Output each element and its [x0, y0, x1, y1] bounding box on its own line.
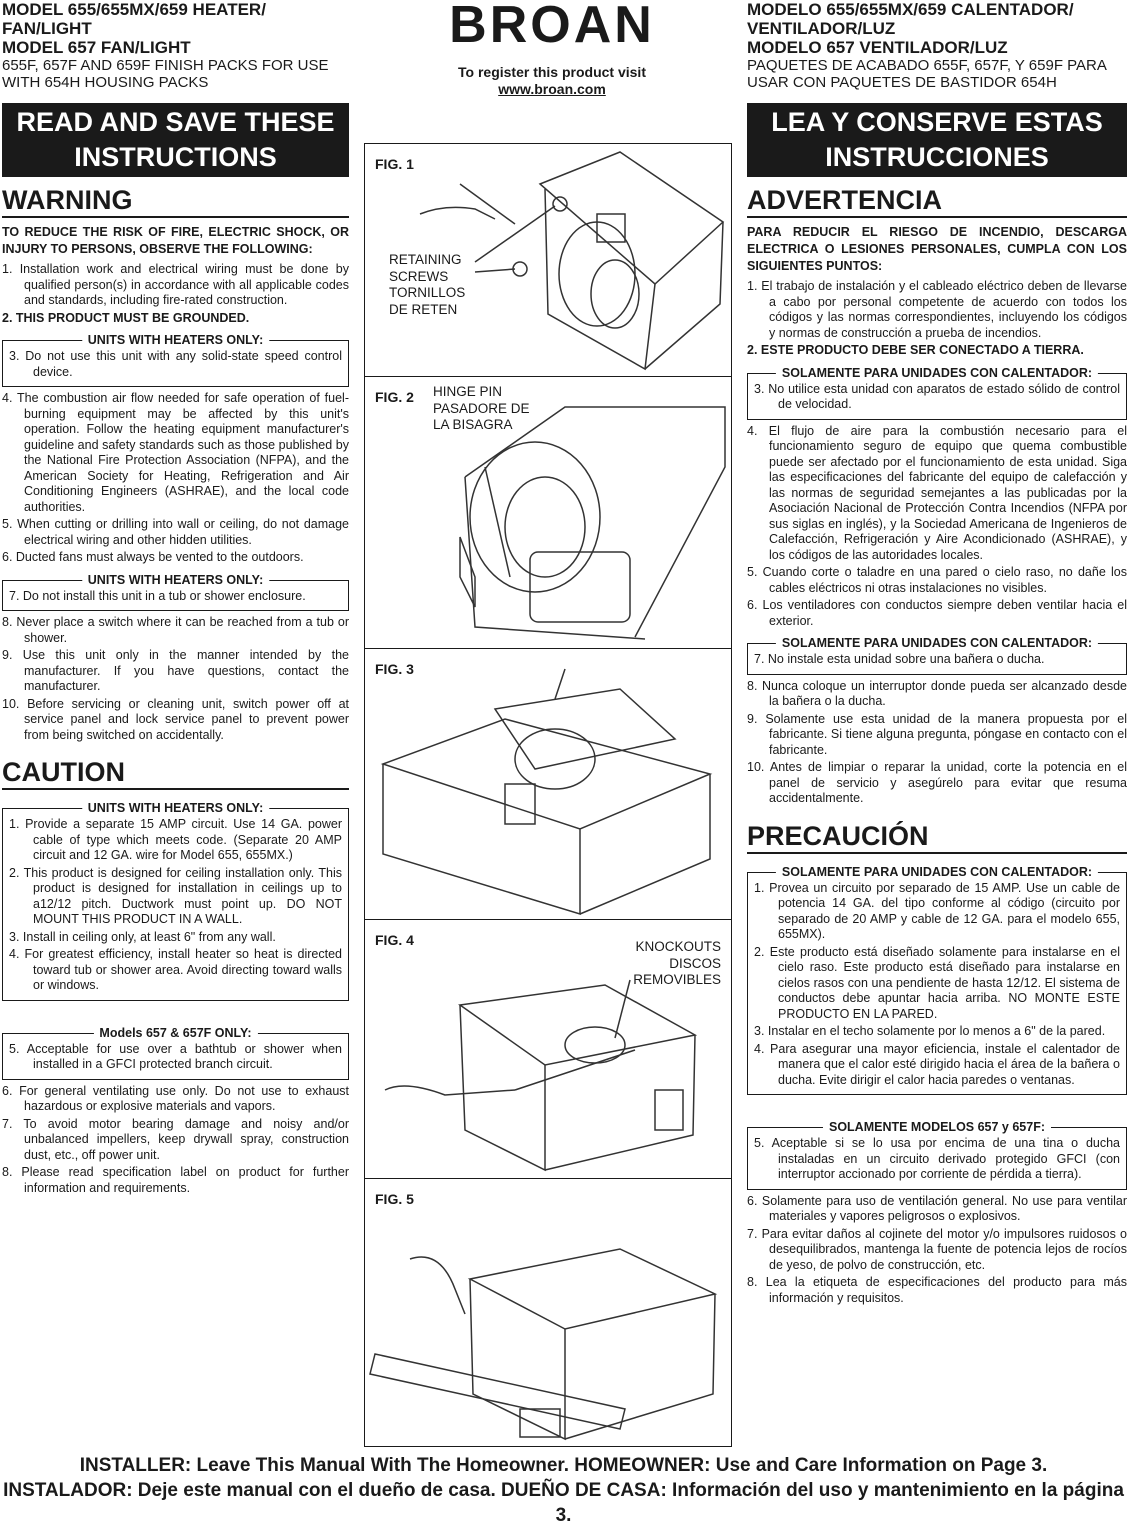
model-title-1: MODELO 655/655MX/659 CALENTADOR/ VENTILADOR/LUZ — [747, 0, 1074, 38]
warning-list-b — [2, 391, 349, 566]
fig-4-caption — [633, 939, 721, 989]
models-657-title: SOLAMENTE MODELOS 657 y 657F: — [823, 1119, 1051, 1135]
fig-2 — [365, 376, 731, 648]
list-item: 8. Nunca coloque un interruptor donde pueda ser alcanzado desde la bañera o la ducha. — [747, 678, 1127, 708]
list-item: 5. Aceptable si se lo usa por encima de una tina o ducha instaladas en un circuito derivado protegido GFCI (con interruptor accionado por corriente de pérdida a tierra). — [754, 1136, 1120, 1181]
register-text — [420, 64, 684, 98]
caution-list-rest — [747, 1194, 1127, 1307]
list-item: 1. Installation work and electrical wiring must be done by qualified person(s) in accordance with all applicable codes and standards, including fire-rated construction. — [2, 262, 349, 307]
register-link[interactable]: www.broan.com — [498, 81, 606, 97]
caption-line: HINGE PIN — [433, 384, 503, 399]
caution-heater-box — [747, 864, 1127, 1096]
caution-heading: PRECAUCIÓN — [747, 821, 1127, 854]
heater-only-title: SOLAMENTE PARA UNIDADES CON CALENTADOR: — [776, 365, 1098, 381]
footer-line-spanish: INSTALADOR: Deje este manual con el dueño de casa. DUEÑO DE CASA: Información del uso y mantenimiento en la página 3. — [3, 1480, 1124, 1526]
read-save-banner: READ AND SAVE THESE INSTRUCTIONS — [2, 103, 349, 177]
list-item: 10. Before servicing or cleaning unit, switch power off at service panel and lock service panel to prevent power from being switched on accidentally. — [2, 696, 349, 742]
models-657-title: Models 657 & 657F ONLY: — [93, 1025, 257, 1041]
caption-line: RETAINING — [389, 252, 462, 267]
fig-1-label: FIG. 1 — [375, 156, 414, 172]
caption-line: DE RETEN — [389, 301, 458, 317]
list-item: 7. No instale esta unidad sobre una bañera o ducha. — [754, 652, 1045, 666]
list-item: 4. El flujo de aire para la combustión necesario para el funcionamiento seguro de equipo que quema combustible puede ser afectado por el funcionamiento de esta unidad. Siga las especificaciones del fabricante del equipo de calefacción y las normas de seguridad semejantes a las publicadas por la Asociación Nacional de Protección Contra Incendios (NFPA por sus siglas en inglés), y la Sociedad Americana de Ingenieros de Calefacción, Refrigeración y Aire Acondicionado (ASHRAE), y los códigos de las autoridades locales. — [747, 423, 1127, 562]
models-657-box — [747, 1120, 1127, 1190]
warning-list-c — [2, 615, 349, 743]
caution-heater-box — [2, 801, 349, 1001]
caption-line: REMOVIBLES — [633, 972, 721, 987]
list-item: 2. THIS PRODUCT MUST BE GROUNDED. — [2, 310, 250, 325]
heater-only-title: UNITS WITH HEATERS ONLY: — [82, 800, 269, 816]
heater-only-box-2 — [747, 636, 1127, 675]
caption-line: TORNILLOS — [389, 285, 466, 300]
model-title-2: MODEL 657 FAN/LIGHT — [2, 38, 191, 57]
caution-heading: CAUTION — [2, 757, 349, 790]
warning-list-c — [747, 679, 1127, 807]
warning-list-a — [2, 262, 349, 326]
list-item: 5. Acceptable for use over a bathtub or shower when installed in a GFCI protected branch circuit. — [9, 1041, 342, 1071]
list-item: 4. The combustion air flow needed for safe operation of fuel-burning equipment may be affected by this unit's operation. Follow the heating equipment manufacturer's guideline and safety standards such as those published by the National Fire Protection Association (NFPA), and the American Society for Heating, Refrigeration and Air Conditioning Engineers (ASHRAE), and the local code authorities. — [2, 391, 349, 514]
heater-only-title: UNITS WITH HEATERS ONLY: — [82, 572, 269, 588]
finish-packs-text: 655F, 657F AND 659F FINISH PACKS FOR USE WITH 654H HOUSING PACKS — [2, 57, 329, 91]
fig-3-label: FIG. 3 — [375, 661, 414, 677]
heater-only-box — [2, 333, 349, 387]
read-save-banner: LEA Y CONSERVE ESTAS INSTRUCCIONES — [747, 103, 1127, 177]
spanish-column — [747, 0, 1127, 1308]
english-column — [2, 0, 349, 1198]
broan-logo: BROAN — [449, 0, 655, 54]
fig-5-drawing — [365, 1179, 731, 1446]
heater-only-box-2 — [2, 572, 349, 612]
list-item: 2. Este producto está diseñado solamente para instalarse en el cielo raso. Este producto está diseñado para instalarse en cielos rasos con una pendiente de hasta 12/12. El sistema de conductos debe apuntar hacia arriba. NO MONTE ESTE PRODUCTO EN LA PARED. — [754, 944, 1120, 1021]
list-item: 7. Do not install this unit in a tub or shower enclosure. — [9, 588, 306, 603]
caption-line: SCREWS — [389, 268, 449, 284]
warning-heading: ADVERTENCIA — [747, 185, 1127, 218]
fig-5-label: FIG. 5 — [375, 1191, 414, 1207]
fig-3-drawing — [365, 649, 731, 919]
list-item: 3. Instalar en el techo solamente por lo menos a 6" de la pared. — [754, 1024, 1106, 1038]
heater-only-title: UNITS WITH HEATERS ONLY: — [82, 332, 269, 348]
list-item: 3. No utilice esta unidad con aparatos de estado sólido de control de velocidad. — [754, 381, 1120, 411]
heater-only-title: SOLAMENTE PARA UNIDADES CON CALENTADOR: — [776, 635, 1098, 651]
caption-line: KNOCKOUTS — [635, 939, 721, 954]
list-item: 9. Use this unit only in the manner intended by the manufacturer. If you have questions, contact the manufacturer. — [2, 648, 349, 693]
fig-2-label: FIG. 2 — [375, 389, 414, 405]
list-item: 10. Antes de limpiar o reparar la unidad, corte la potencia en el panel de servicio y asegúrelo para evitar que resuma accidentalmente. — [747, 760, 1127, 805]
list-item: 5. Cuando corte o taladre en una pared o cielo raso, no dañe los cables eléctricos ni otras instalaciones no visibles. — [747, 565, 1127, 595]
warning-lead: TO REDUCE THE RISK OF FIRE, ELECTRIC SHOCK, OR INJURY TO PERSONS, OBSERVE THE FOLLOWING: — [2, 225, 349, 256]
list-item: 7. Para evitar daños al cojinete del motor y/o impulsores ruidosos o desequilibrados, mantenga la fuente de potencia lejos de rocíos de yeso, de polvo de construcción, etc. — [747, 1226, 1127, 1272]
heater-only-title: SOLAMENTE PARA UNIDADES CON CALENTADOR: — [776, 864, 1098, 880]
list-item: 6. Solamente para uso de ventilación general. No use para ventilar materiales y vapores peligrosos o explosivos. — [747, 1193, 1127, 1223]
list-item: 1. Provea un circuito por separado de 15 AMP. Use un cable de potencia 14 GA. del tipo conforme al código (circuito por separado de 20 AMP y cable de 12 GA. para el modelo 655, 655MX). — [754, 880, 1120, 941]
list-item: 6. Ducted fans must always be vented to the outdoors. — [2, 550, 304, 564]
model-title-2: MODELO 657 VENTILADOR/LUZ — [747, 38, 1008, 57]
register-line: To register this product visit — [458, 64, 646, 80]
finish-packs-text: PAQUETES DE ACABADO 655F, 657F, Y 659F PARA USAR CON PAQUETES DE BASTIDOR 654H — [747, 57, 1107, 91]
list-item: 3. Do not use this unit with any solid-state speed control device. — [9, 349, 342, 379]
list-item: 2. This product is designed for ceiling installation only. This product is designed for installation in ceilings up to a12/12 pitch. Ductwork must point up. DO NOT MOUNT THIS PRODUCT IN A WALL. — [9, 865, 342, 926]
footer — [0, 1453, 1127, 1528]
list-item: 2. ESTE PRODUCTO DEBE SER CONECTADO A TIERRA. — [747, 343, 1084, 357]
warning-list-a — [747, 279, 1127, 359]
list-item: 6. Los ventiladores con conductos siempre deben ventilar hacia el exterior. — [747, 598, 1127, 628]
warning-lead: PARA REDUCIR EL RIESGO DE INCENDIO, DESCARGA ELECTRICA O LESIONES PERSONALES, CUMPLA CON LOS SIGUIENTES PUNTOS: — [747, 225, 1127, 273]
footer-line-english: INSTALLER: Leave This Manual With The Homeowner. HOMEOWNER: Use and Care Information on Page 3. — [79, 1455, 1048, 1476]
figure-column — [364, 143, 732, 1447]
fig-3 — [365, 648, 731, 919]
caption-line: DISCOS — [669, 955, 721, 971]
list-item: 4. Para asegurar una mayor eficiencia, instale el calentador de manera que el calor esté dirigido hacia el área de la bañera o ducha. Evite dirigir el calor hacia paredes o ventanas. — [754, 1041, 1120, 1087]
list-item: 9. Solamente use esta unidad de la manera propuesta por el fabricante. Si tiene alguna pregunta, póngase en contacto con el fabricante. — [747, 711, 1127, 757]
caution-list-rest — [2, 1084, 349, 1197]
list-item: 1. El trabajo de instalación y el cableado eléctrico deben de llevarse a cabo por personal competente de acuerdo con todos los códigos y las normas correspondientes, incluyendo los códigos y normas de construcción a prueba de incendios. — [747, 279, 1127, 340]
fig-1 — [365, 144, 731, 376]
list-item: 7. To avoid motor bearing damage and noisy and/or unbalanced impellers, keep drywall spray, construction dust, etc., off power unit. — [2, 1116, 349, 1162]
caption-line: LA BISAGRA — [433, 417, 513, 432]
fig-5 — [365, 1178, 731, 1446]
fig-2-drawing — [365, 377, 731, 648]
list-item: 1. Provide a separate 15 AMP circuit. Use 14 GA. power cable of type which meets code. (Separate 20 AMP circuit and 12 GA. wire for Model 655, 655MX.) — [9, 817, 342, 862]
list-item: 3. Install in ceiling only, at least 6" from any wall. — [9, 929, 276, 944]
fig-1-caption — [389, 252, 465, 318]
models-657-box — [2, 1025, 349, 1080]
fig-4 — [365, 919, 731, 1178]
model-title-1: MODEL 655/655MX/659 HEATER/ FAN/LIGHT — [2, 0, 266, 38]
heater-only-box — [747, 365, 1127, 420]
list-item: 8. Never place a switch where it can be reached from a tub or shower. — [2, 615, 349, 645]
list-item: 4. For greatest efficiency, install heater so heat is directed toward tub or shower area. Avoid directing toward walls or windows. — [9, 947, 342, 992]
warning-heading: WARNING — [2, 185, 349, 218]
brand-header — [420, 0, 684, 98]
list-item: 6. For general ventilating use only. Do not use to exhaust hazardous or explosive materials and vapors. — [2, 1083, 349, 1113]
fig-2-caption — [433, 384, 530, 434]
list-item: 8. Please read specification label on product for further information and requirements. — [2, 1165, 349, 1195]
fig-4-label: FIG. 4 — [375, 932, 414, 948]
list-item: 5. When cutting or drilling into wall or ceiling, do not damage electrical wiring and other hidden utilities. — [2, 517, 349, 547]
list-item: 8. Lea la etiqueta de especificaciones del producto para más información y requisitos. — [747, 1275, 1127, 1305]
caption-line: PASADORE DE — [433, 400, 530, 416]
warning-list-b — [747, 424, 1127, 630]
